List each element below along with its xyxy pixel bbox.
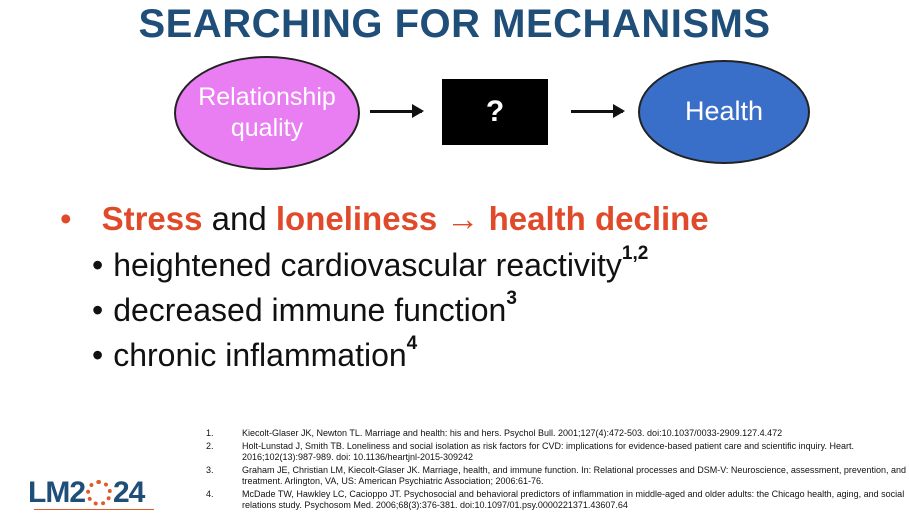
sub-bullet-text: decreased immune function (113, 292, 507, 328)
references-list (198, 428, 906, 513)
reference-text: Kiecolt-Glaser JK, Newton TL. Marriage and health: his and hers. Psychol Bull. 2001;127(4):472-503. doi:10.1037/0033-2909.127.4.472 (242, 428, 783, 438)
reference-number: 1. (206, 428, 214, 438)
citation-superscript: 1,2 (621, 243, 649, 264)
dotted-ring-icon (86, 480, 112, 506)
reference-item (198, 489, 906, 512)
reference-text: Graham JE, Christian LM, Kiecolt-Glaser JK. Marriage, health, and immune function. In: Relational processes and DSM-V: Neuroscience, assessment, prevention, and treatment. Arlington, VA, US: American Psychiatric Association; 2006:61-76. (242, 464, 906, 486)
sub-bullet (92, 288, 517, 329)
lm2024-logo (28, 476, 144, 510)
reference-number: 3. (206, 464, 214, 475)
relationship-quality-node (174, 56, 360, 170)
loneliness-text: loneliness (275, 200, 438, 237)
sub-bullet-dot: • (92, 337, 104, 373)
health-label: Health (684, 96, 764, 127)
arrow-right-icon (571, 110, 623, 113)
sub-bullet-dot: • (92, 247, 104, 283)
relationship-quality-label-line1: Relationship (198, 82, 336, 111)
and-text: and (202, 200, 276, 237)
sub-bullet (92, 333, 418, 374)
reference-text: McDade TW, Hawkley LC, Cacioppo JT. Psychosocial and behavioral predictors of inflammation in middle-aged and older adults: the Chicago health, aging, and social relations study. Psychosom Med. 2006;68(3):376-381. doi:10.1097/01.psy.0000221371.43607.64 (242, 488, 905, 510)
relationship-quality-label-line2: quality (230, 114, 304, 142)
sub-bullet-dot: • (92, 292, 104, 328)
unknown-mechanism-node: ? (442, 79, 548, 145)
arrow-right-icon (370, 110, 422, 113)
health-decline-text: → health decline (437, 200, 709, 237)
reference-item (198, 441, 906, 464)
main-bullet (60, 200, 709, 238)
reference-text: Holt-Lunstad J, Smith TB. Loneliness and social isolation as risk factors for CVD: implications for evidence-based patient care and scientific inquiry. Heart. 2016;102(13):987-989. doi: 10.1136/heartjnl-2015-309242 (242, 440, 854, 462)
stress-text: Stress (101, 200, 203, 237)
logo-underline (34, 509, 154, 513)
sub-bullet-text: heightened cardiovascular reactivity (113, 247, 622, 283)
reference-item (198, 465, 906, 488)
bullet-marker: • (60, 200, 72, 237)
logo-text-left: LM2 (28, 476, 85, 509)
logo-text-right: 24 (113, 476, 145, 509)
sub-bullet-text: chronic inflammation (113, 337, 407, 373)
reference-item (198, 428, 906, 440)
sub-bullet (92, 243, 649, 284)
citation-superscript: 4 (406, 333, 418, 354)
slide-title: SEARCHING FOR MECHANISMS (138, 2, 771, 46)
reference-number: 4. (206, 488, 214, 499)
citation-superscript: 3 (506, 288, 517, 309)
health-node (638, 60, 810, 164)
reference-number: 2. (206, 440, 214, 451)
